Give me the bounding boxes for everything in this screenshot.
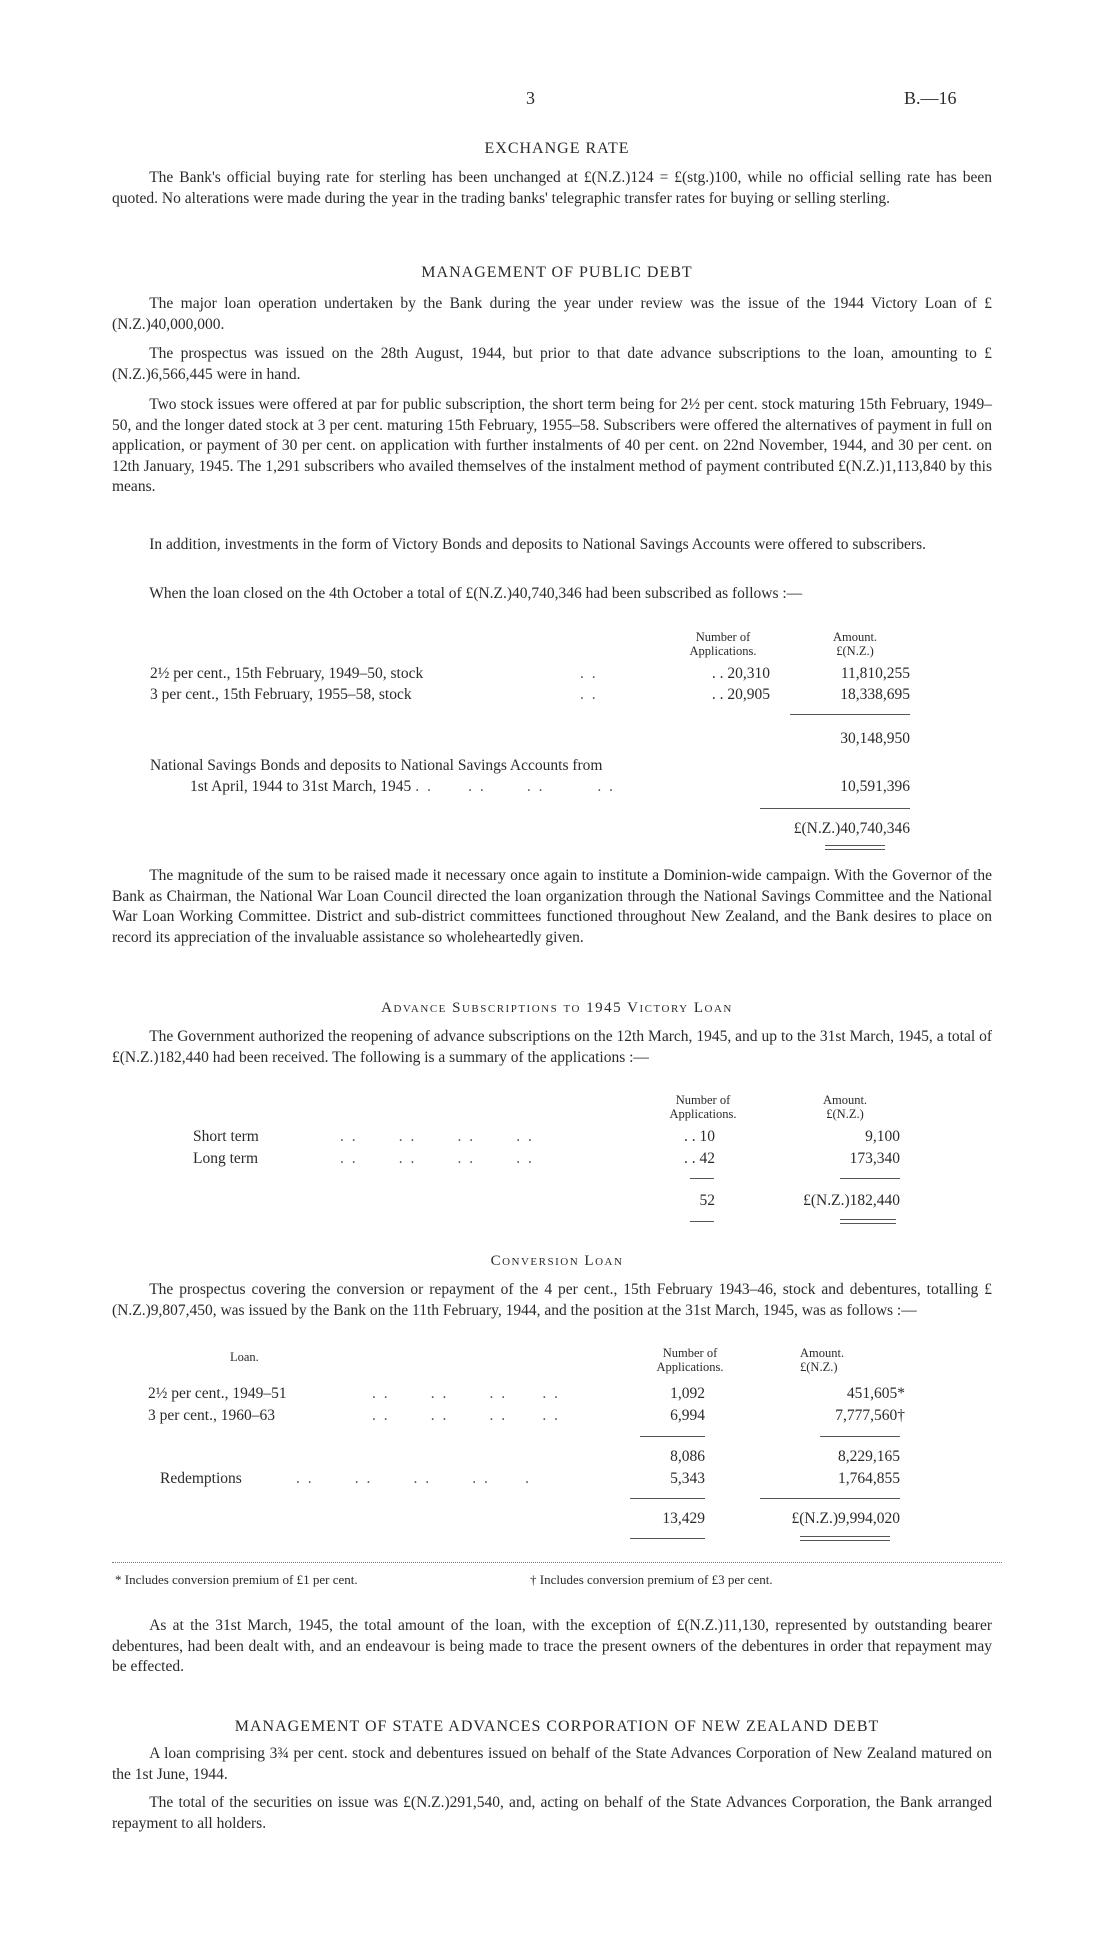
advance-amount-header: Amount. £(N.Z.)	[822, 1093, 868, 1121]
victory-total: £(N.Z.)40,740,346	[793, 820, 910, 837]
page-number: 3	[526, 88, 535, 108]
state-advances-paragraph-2: The total of the securities on issue was £(N.Z.)291,540, and, acting on behalf of the State Advances Corporation, the Bank arranged repayment to all holders.	[112, 1794, 992, 1832]
footnote-separator	[112, 1562, 1002, 1563]
advance-subscriptions-paragraph: The Government authorized the reopening of advance subscriptions on the 12th March, 1945, and up to the 31st March, 1945, a total of £(N.Z.)182,440 had been received. The following is a summary of the applications :—	[112, 1028, 992, 1066]
conversion-total-double-rule	[800, 1540, 890, 1541]
footnote-2: † Includes conversion premium of £3 per cent.	[530, 1572, 773, 1587]
victory-row-amount: 18,338,695	[840, 686, 910, 703]
savings-label-line-2: 1st April, 1944 to 31st March, 1945 . . . . . . . .	[190, 778, 615, 795]
public-debt-paragraph-5: When the loan closed on the 4th October a total of £(N.Z.)40,740,346 had been subscribed as follows :—	[149, 585, 803, 602]
conversion-subtotal-rule	[640, 1436, 705, 1437]
conversion-row-label: 2½ per cent., 1949–51	[148, 1385, 287, 1402]
advance-total-double-rule	[840, 1223, 896, 1224]
victory-table-number-header: Number of Applications.	[689, 630, 757, 658]
victory-subtotal: 30,148,950	[840, 730, 910, 747]
conversion-loan-heading: Conversion Loan	[490, 1253, 624, 1269]
conversion-total-number: 13,429	[662, 1510, 705, 1527]
total-double-rule	[825, 849, 885, 850]
public-debt-paragraph-3: Two stock issues were offered at par for public subscription, the short term being for 2½ per cent. stock maturing 15th February, 1949–50, and the longer dated stock at 3 per cent. maturing 15th February, 1955–58. Subscribers were offered the alternatives of payment in full on application, or payment of 30 per cent. on application with further instalments of 40 per cent. on 22nd November, 1944, and 30 per cent. on 12th January, 1945. The 1,291 subscribers who availed themselves of the instalment method of payment contributed £(N.Z.)1,113,840 by this means.	[112, 396, 992, 495]
dot-leader: . .	[580, 665, 598, 682]
advance-row-amount: 173,340	[849, 1150, 900, 1167]
advance-row-label: Short term	[193, 1128, 259, 1145]
conversion-row-number: 6,994	[670, 1407, 705, 1424]
advance-row-amount: 9,100	[865, 1128, 900, 1145]
conversion-row-amount: 7,777,560†	[835, 1407, 905, 1424]
conversion-row-amount: 451,605*	[846, 1385, 905, 1402]
advance-row-number: . . 10	[684, 1128, 715, 1145]
advance-subtotal-rule	[690, 1178, 714, 1179]
advance-total-number: 52	[699, 1192, 715, 1209]
public-debt-paragraph-1: The major loan operation undertaken by the Bank during the year under review was the issue of the 1944 Victory Loan of £(N.Z.)40,000,000.	[112, 295, 992, 333]
victory-row-number: . . 20,905	[711, 686, 770, 703]
conversion-subtotal-rule	[820, 1436, 900, 1437]
conversion-total-double-rule	[630, 1538, 705, 1539]
total-double-rule	[825, 845, 885, 846]
redemptions-number: 5,343	[670, 1470, 705, 1487]
victory-row-label: 3 per cent., 15th February, 1955–58, stock	[150, 686, 412, 703]
advance-subtotal-rule	[840, 1178, 900, 1179]
dot-leader: . . . . . . . .	[372, 1385, 560, 1402]
dot-leader: . . . . . . . .	[340, 1150, 534, 1167]
conversion-total-rule	[630, 1498, 705, 1499]
conversion-total-rule	[760, 1498, 900, 1499]
state-advances-heading: MANAGEMENT OF STATE ADVANCES CORPORATION OF NEW ZEALAND DEBT	[234, 1718, 880, 1735]
victory-table-amount-header: Amount. £(N.Z.)	[832, 630, 878, 658]
advance-row-label: Long term	[193, 1150, 258, 1167]
advance-total-double-rule	[840, 1219, 896, 1220]
conversion-subtotal-number: 8,086	[670, 1448, 705, 1465]
exchange-rate-paragraph: The Bank's official buying rate for sterling has been unchanged at £(N.Z.)124 = £(stg.)100, while no official selling rate has been quoted. No alterations were made during the year in the trading banks' telegraphic transfer rates for buying or selling sterling.	[112, 169, 992, 207]
victory-row-amount: 11,810,255	[840, 665, 910, 682]
conversion-loan-paragraph: The prospectus covering the conversion or repayment of the 4 per cent., 15th February 1943–46, stock and debentures, totalling £(N.Z.)9,807,450, was issued by the Bank on the 11th February, 1944, and the position at the 31st March, 1945, was as follows :—	[112, 1281, 992, 1319]
advance-number-header: Number of Applications.	[669, 1093, 737, 1121]
conversion-total-double-rule	[800, 1536, 890, 1537]
conversion-row-label: 3 per cent., 1960–63	[148, 1407, 275, 1424]
conversion-row-number: 1,092	[670, 1385, 705, 1402]
advance-total-rule	[690, 1221, 714, 1222]
conversion-total-amount: £(N.Z.)9,994,020	[791, 1510, 900, 1527]
total-rule	[760, 808, 910, 809]
dot-leader: . . . . . . . . .	[296, 1470, 531, 1487]
subtotal-rule	[790, 714, 910, 715]
exchange-rate-heading: EXCHANGE RATE	[484, 140, 630, 157]
redemptions-label: Redemptions	[160, 1470, 242, 1487]
victory-row-label: 2½ per cent., 15th February, 1949–50, stock	[150, 665, 424, 682]
public-debt-heading: MANAGEMENT OF PUBLIC DEBT	[421, 264, 693, 281]
public-debt-paragraph-6: The magnitude of the sum to be raised made it necessary once again to institute a Dominion-wide campaign. With the Governor of the Bank as Chairman, the National War Loan Council directed the loan organization through the National Savings Committee and the National War Loan Working Committee. District and sub-district committees functioned throughout New Zealand, and the Bank desires to place on record its appreciation of the invaluable assistance so wholeheartedly given.	[112, 867, 992, 946]
conversion-amount-header: Amount. £(N.Z.)	[800, 1346, 845, 1374]
conversion-loan-header: Loan.	[230, 1350, 259, 1364]
conversion-number-header: Number of Applications.	[656, 1346, 724, 1374]
savings-amount: 10,591,396	[840, 778, 910, 795]
advance-total-amount: £(N.Z.)182,440	[803, 1192, 900, 1209]
conversion-closing-paragraph: As at the 31st March, 1945, the total amount of the loan, with the exception of £(N.Z.)11,130, represented by outstanding bearer debentures, had been dealt with, and an endeavour is being made to trace the present owners of the debentures in order that repayment may be effected.	[112, 1617, 992, 1675]
savings-label-line-1: National Savings Bonds and deposits to National Savings Accounts from	[150, 757, 603, 774]
redemptions-amount: 1,764,855	[838, 1470, 900, 1487]
document-reference: B.—16	[904, 88, 957, 108]
dot-leader: . . . . . . . .	[340, 1128, 534, 1145]
footnote-1: * Includes conversion premium of £1 per cent.	[115, 1572, 358, 1587]
dot-leader: . .	[580, 686, 598, 703]
advance-subscriptions-heading: Advance Subscriptions to 1945 Victory Loan	[381, 1000, 733, 1016]
conversion-subtotal-amount: 8,229,165	[838, 1448, 900, 1465]
public-debt-paragraph-4: In addition, investments in the form of Victory Bonds and deposits to National Savings Accounts were offered to subscribers.	[149, 536, 926, 553]
advance-row-number: . . 42	[684, 1150, 715, 1167]
state-advances-paragraph-1: A loan comprising 3¾ per cent. stock and debentures issued on behalf of the State Advances Corporation of New Zealand matured on the 1st June, 1944.	[112, 1745, 992, 1783]
victory-row-number: . . 20,310	[711, 665, 770, 682]
public-debt-paragraph-2: The prospectus was issued on the 28th August, 1944, but prior to that date advance subscriptions to the loan, amounting to £(N.Z.)6,566,445 were in hand.	[112, 345, 992, 383]
dot-leader: . . . . . . . .	[372, 1407, 560, 1424]
